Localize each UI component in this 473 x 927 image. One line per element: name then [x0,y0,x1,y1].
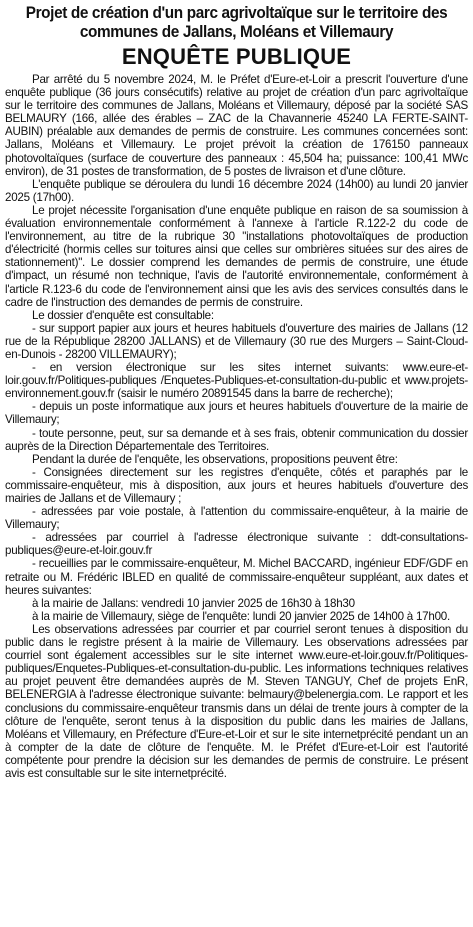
list-item-electronic-version: - en version électronique sur les sites internet suivants: www.eure-et-loir.gouv.fr/Politiques-publiques /Enquetes-Publiques-et-consultation-du-public et www.projets-environnement.gouv.fr (saisir le numéro 20891545 dans la barre de recherche); [5,361,468,401]
list-item-email: - adressées par courriel à l'adresse électronique suivante : ddt-consultations-publiques@eure-et-loir.gouv.fr [5,531,468,558]
session-villemaury: à la mairie de Villemaury, siège de l'enquête: lundi 20 janvier 2025 de 14h00 à 17h00. [32,609,450,623]
notice-heading: ENQUÊTE PUBLIQUE [121,44,352,69]
list-item-computer-access: - depuis un poste informatique aux jours et heures habituels d'ouverture de la mairie de Villemaury; [5,400,468,427]
list-item-registers: - Consignées directement sur les registres d'enquête, côtés et paraphés par le commissaire-enquêteur, mis à disposition, aux jours et heures habituels d'ouverture des mairies de Jallans et de Villemaury ; [5,465,468,505]
paragraph-closing: Les observations adressées par courrier et par courriel seront tenues à disposition du public dans le registre présent à la mairie de Villemaury. Les observations adressées par courriel sont également accessibles sur le site internet www.eure-et-loir.gouv.fr/Politiques-publiques/Enquetes-Publiques-et-consultation-du-public. Les informations techniques relatives au projet peuvent être demandées auprès de M. Steven TANGUY, Chef de projets EnR, BELENERGIA à l'adresse électronique suivante: belmaury@belenergia.com. Le rapport et les conclusions du commissaire-enquêteur transmis dans un délai de trente jours à compter de la clôture de l'enquête, seront tenus à la disposition du public dans les mairies de Jallans, Moléans et Villemaury, en Préfecture d'Eure-et-Loir et sur le site internetprécité pendant un an à compter de la date de clôture de l'enquête. M. le Préfet d'Eure-et-Loir est l'autorité compétente pour prendre la décision sur les demandes de permis de construire. Le présent avis est consultable sur le site internetprécité. [5,622,468,780]
list-item-communication-request: - toute personne, peut, sur sa demande et à ses frais, obtenir communication du dossier auprès de la Direction Départementale des Territoires. [5,426,468,453]
notice-body [5,73,468,780]
list-item-paper-support: - sur support papier aux jours et heures habituels d'ouverture des mairies de Jallans (12 rue de la République 28200 JALLANS) et de Villemaury (30 rue des Murgers – Saint-Cloud-en-Dunois - 28200 VILLEMAURY); [5,321,468,361]
paragraph-dossier-intro: Le dossier d'enquête est consultable: [32,308,214,322]
paragraph-observations-intro: Pendant la durée de l'enquête, les observations, propositions peuvent être: [32,452,398,466]
list-item-commissioner: - recueillies par le commissaire-enquêteur, M. Michel BACCARD, ingénieur EDF/GDF en retraite ou M. Frédéric IBLED en qualité de commissaire-enquêteur suppléant, aux dates et heures suivantes: [5,557,468,597]
public-notice [5,4,468,780]
paragraph-dates: L'enquête publique se déroulera du lundi 16 décembre 2024 (14h00) au lundi 20 janvier 2025 (17h00). [5,177,468,204]
paragraph-environmental-assessment: Le projet nécessite l'organisation d'une enquête publique en raison de sa soumission à évaluation environnementale conformément à l'annexe à l'article R.122-2 du code de l'environnement, au titre de la rubrique 30 "installations photovoltaïques de production d'électricité (hormis celles sur toitures ainsi que celles sur ombrières situées sur des aires de stationnement)". Le dossier comprend les demandes de permis de construire, une étude d'impact, un résumé non technique, l'avis de l'autorité environnementale, conformément à l'article R.123-6 du code de l'environnement ainsi que les avis des services consultés dans le cadre de l'instruction des demandes de permis de construire. [5,203,468,309]
session-jallans: à la mairie de Jallans: vendredi 10 janvier 2025 de 16h30 à 18h30 [32,596,355,610]
notice-title: Projet de création d'un parc agrivoltaïque sur le territoire des communes de Jallans, Moléans et Villemaury [25,4,448,41]
list-item-postal: - adressées par voie postale, à l'attention du commissaire-enquêteur, à la mairie de Villemaury; [5,505,468,532]
paragraph-decree: Par arrêté du 5 novembre 2024, M. le Préfet d'Eure-et-Loir a prescrit l'ouverture d'une enquête publique (36 jours consécutifs) relative au projet de création d'un parc agrivoltaïque sur le territoire des communes de Jallans, Moléans et Villemaury, déposé par la société SAS BELMAURY (166, allée des érables – ZAC de la Chavannerie 45240 LA FERTE-SAINT-AUBIN) préalable aux demandes de permis de construire. Les communes concernées sont: Jallans, Moléans et Villemaury. Le projet prévoit la création de 176150 panneaux photovoltaïques (surface de couverture des panneaux : 45,504 ha; puissance: 100,41 MWc environ), de 31 postes de transformation, de 5 postes de livraison et d'une clôture. [5,73,468,178]
